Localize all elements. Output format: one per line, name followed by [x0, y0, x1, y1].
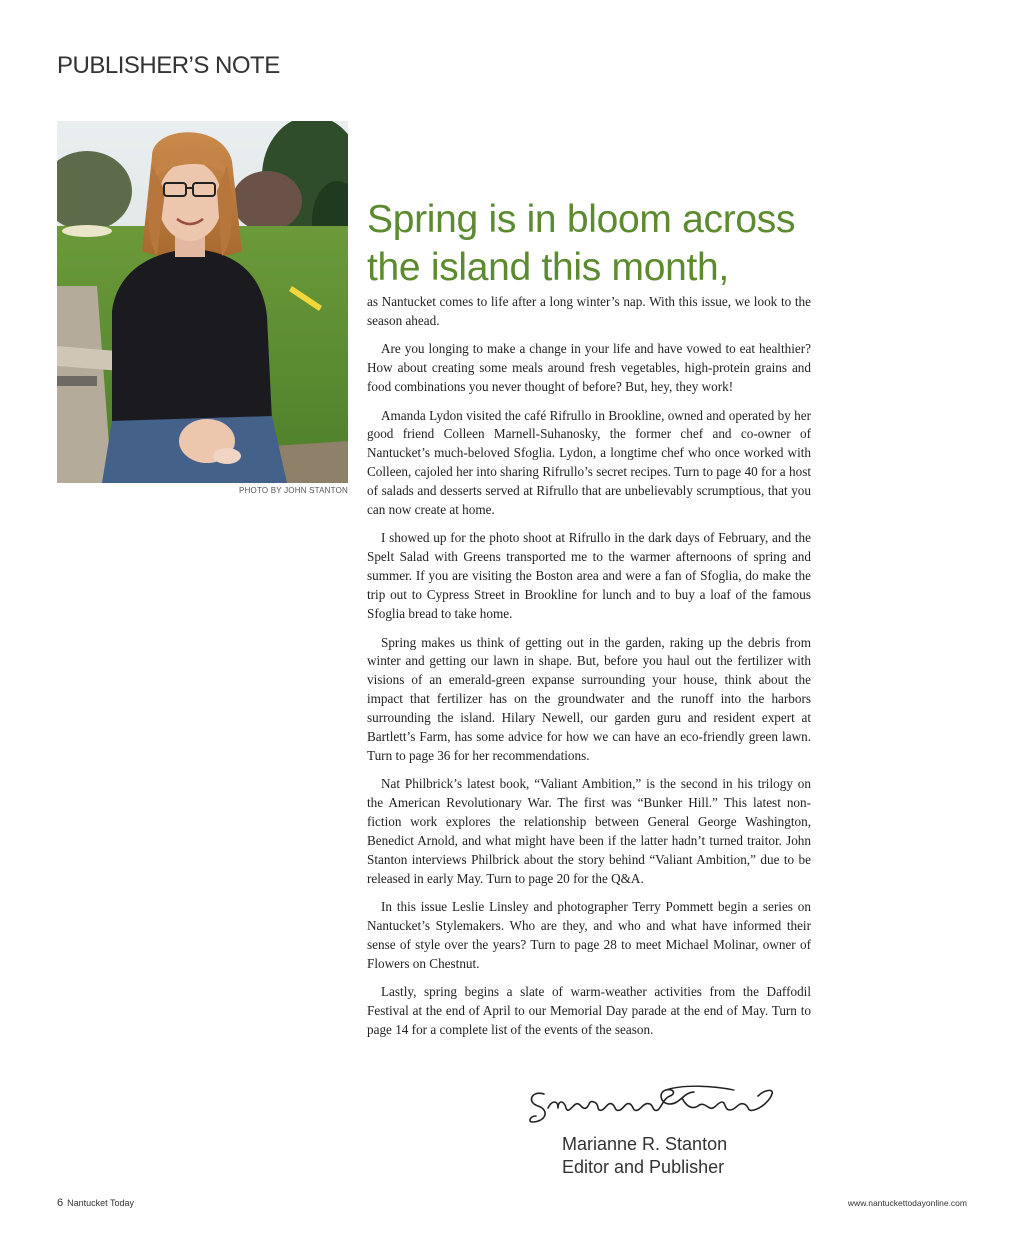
- portrait-photo: [57, 121, 348, 483]
- article-body: [367, 293, 811, 1050]
- paragraph: as Nantucket comes to life after a long winter’s nap. With this issue, we look to the season ahead.: [367, 294, 811, 328]
- paragraph: In this issue Leslie Linsley and photographer Terry Pommett begin a series on Nantucket’s Stylemakers. Who are they, and who and what have informed their sense of style over the years? Turn to page 28 to meet Michael Molinar, owner of Flowers on Chestnut.: [367, 899, 811, 971]
- website-url: www.nantuckettodayonline.com: [847, 1198, 967, 1208]
- paragraph: Amanda Lydon visited the café Rifrullo in Brookline, owned and operated by her good friend Colleen Marnell-Suhanosky, the former chef and co-owner of Nantucket’s much-beloved Sfoglia. Lydon, a longtime chef who once worked with Colleen, cajoled her into sharing Rifrullo’s secret recipes. Turn to page 40 for a host of salads and desserts served at Rifrullo that are unbelievably scrumptious, that you can now create at home.: [367, 407, 811, 518]
- publication-name: Nantucket Today: [67, 1198, 135, 1208]
- paragraph: Are you longing to make a change in your life and have vowed to eat healthier? How about creating some meals around fresh vegetables, high-protein grains and food combinations you never thought of before? But, hey, they work!: [367, 341, 811, 395]
- photo-credit: PHOTO BY JOHN STANTON: [239, 486, 348, 495]
- page-number: 6: [57, 1197, 64, 1209]
- signer-name: Marianne R. Stanton: [562, 1134, 728, 1154]
- headline: Spring is in bloom across the island this month,: [367, 198, 796, 289]
- portrait-illustration: [57, 121, 348, 483]
- handwritten-signature: [524, 1080, 780, 1130]
- paragraph: Lastly, spring begins a slate of warm-weather activities from the Daffodil Festival at the end of April to our Memorial Day parade at the end of May. Turn to page 14 for a complete list of the events of the season.: [367, 984, 811, 1038]
- page-footer: [57, 1197, 134, 1209]
- signature-icon: [524, 1080, 780, 1130]
- paragraph: Spring makes us think of getting out in the garden, raking up the debris from winter and getting our lawn in shape. But, before you haul out the fertilizer with visions of an emerald-green expanse surrounding your house, think about the impact that fertilizer has on the groundwater and the runoff into the harbors surrounding the island. Hilary Newell, our garden guru and resident expert at Bartlett’s Farm, has some advice for how we can have an eco-friendly green lawn. Turn to page 36 for her recommendations.: [367, 634, 811, 763]
- signer-title: Editor and Publisher: [562, 1157, 725, 1177]
- paragraph: I showed up for the photo shoot at Rifrullo in the dark days of February, and the Spelt Salad with Greens transported me to the warmer afternoons of spring and summer. If you are visiting the Boston area and were a fan of Sfoglia, do make the trip out to Cypress Street in Brookline for lunch and to buy a loaf of the famous Sfoglia bread to take home.: [367, 530, 811, 622]
- section-title: PUBLISHER’S NOTE: [57, 52, 280, 79]
- paragraph: Nat Philbrick’s latest book, “Valiant Ambition,” is the second in his trilogy on the American Revolutionary War. The first was “Bunker Hill.” This latest non-fiction work explores the relationship between General George Washington, Benedict Arnold, and what might have been if the latter hadn’t turned traitor. John Stanton interviews Philbrick about the story behind “Valiant Ambition,” due to be released in early May. Turn to page 20 for the Q&A.: [367, 776, 811, 886]
